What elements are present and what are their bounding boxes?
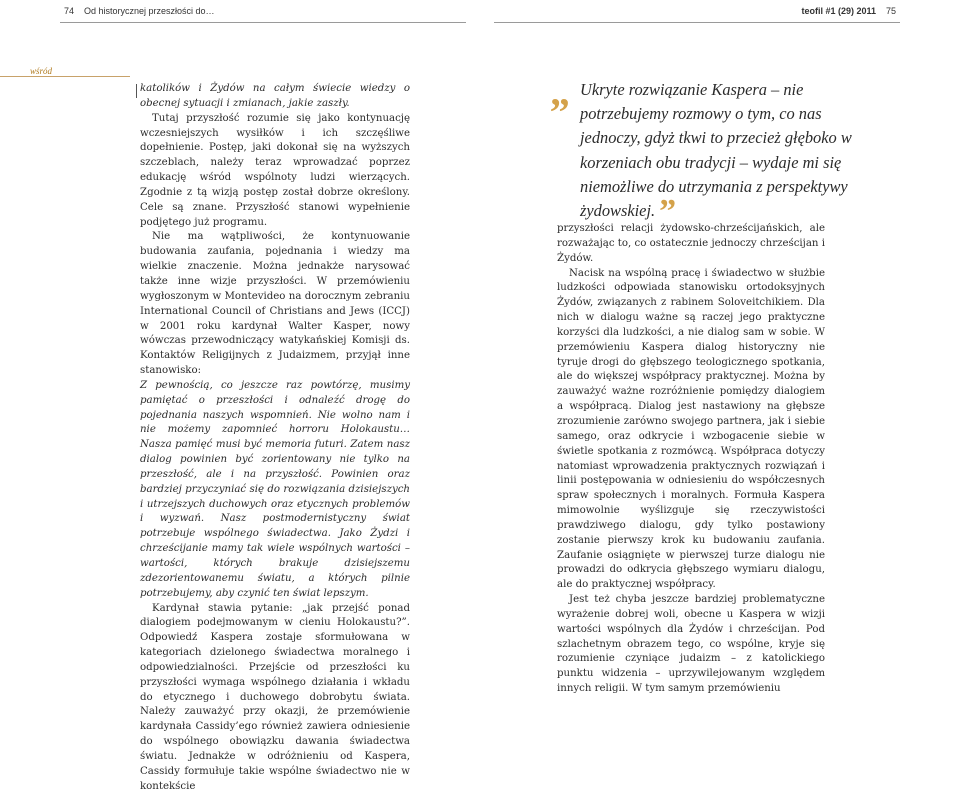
left-paragraph-2: Tutaj przyszłość rozumie się jako kontynuację wczesniejszych wysiłków i ich szczęśliwe dopełnienie. Postęp, jaki dokonał się na wyższych szczeblach, należy teraz wprowadzać poprzez edukację wśród wspólnoty ludzi wierzących. Zgodnie z tą wizją postęp został dobrze określony. Cele są znane. Przyszłość stanowi wypełnienie podjętego już programu.	[140, 112, 410, 228]
left-page-number: 74	[64, 6, 75, 16]
left-paragraph-4: Kardynał stawia pytanie: „jak przejść ponad dialogiem podejmowanym w cieniu Holokaustu?”. Odpowiedź Kaspera zostaje sformułowana w kategoriach dzielonego świadectwa moralnego i odpowiedzialności. Przejście od przeszłości ku przyszłości wymaga wspólnego działania i wkładu do etycznego i duchowego dobrobytu świata. Należy zauważyć przy okazji, że przemówienie kardynała Cassidy’ego również zawiera odniesienie do wspólnego obowiązku dawania świadectwa światu. Jednakże w odróżnieniu od Kaspera, Cassidy formułuje takie wspólne świadectwo nie w kontekście	[140, 602, 410, 792]
pull-quote	[580, 78, 880, 231]
running-header	[0, 0, 960, 24]
journal-name: teofil #1 (29) 2011	[801, 6, 876, 16]
left-paragraph-3: Nie ma wątpliwości, że kontynuowanie budowania zaufania, pojednania i wiedzy ma wielkie znaczenie. Można jednakże narysować także inne wizje przyszłości. W przemówieniu wygłoszonym w Montevideo na dorocznym zebraniu International Council of Christians and Jews (ICCJ) w 2001 roku kardynał Walter Kasper, nowy wówczas przewodniczący watykańskiej Komisji ds. Kontaktów Religijnych z Judaizmem, przyjął inne stanowisko:	[140, 231, 410, 377]
header-rule-left	[60, 22, 466, 23]
right-paragraph-3: Jest też chyba jeszcze bardziej problematyczne wyrażenie dobrej woli, obecne u Kaspera w wizji wartości wspólnych dla Żydów i chrześcijan. Pod szlachetnym obrazem tego, co wspólne, kryje się rozumienie czyniące judaizm – z katolickiego punktu widzenia – uprzywilejowanym względem innych religii. W tym samym przemówieniu	[557, 594, 825, 695]
pull-quote-open-mark: „	[550, 69, 570, 114]
right-paragraph-2: Nacisk na wspólną pracę i świadectwo w służbie ludzkości odpowiada stanowisku ortodoksyjnych Żydów, związanych z rabinem Soloveitchikiem. Dla nich w dialogu ważne są raczej jego praktyczne korzyści dla ludzkości, a nie dialog sam w sobie. W przemówieniu Kaspera dialog historyczny nie tyruje drogi do głębszego teologicznego spotkania, ale do większej współpracy praktycznej. Można by zauważyć ważne rozróżnienie pomiędzy dialogiem a współpracą. Dialog jest nastawiony na głębsze zrozumienie zarówno swojego partnera, jak i siebie samego, oraz odkrycie i wzbogacenie siebie w świetle spotkania z rozmówcą. Współpraca dotyczy natomiast wprowadzenia praktycznych rozwiązań i linii postępowania w odniesieniu do współczesnych spraw społecznych i moralnych. Formuła Kaspera mimowolnie wyślizguje się rzeczywistości prawdziwego dialogu, gdy tylko postawiony zostanie pierwszy krok ku budowaniu zaufania. Zaufanie osiągnięte w pierwszej turze dialogu nie prowadzi do odkrycia głębszego wymiaru dialogu, ale do praktycznej współpracy.	[557, 267, 825, 591]
pull-quote-close-mark: ”	[659, 193, 677, 231]
right-column	[557, 222, 825, 697]
pull-quote-text: Ukryte rozwiązanie Kaspera – nie potrzebujemy rozmowy o tym, co nas jednoczy, gdyż tkwi to przecież głęboko w korzeniach obu tradycji – wydaje mi się niemożliwe do utrzymania z perspektywy żydowskiej.	[580, 80, 852, 221]
section-rule	[0, 76, 130, 77]
left-column	[140, 82, 410, 795]
section-label: wśród	[30, 66, 53, 76]
right-page-number: 75	[885, 6, 896, 16]
margin-bar	[136, 84, 137, 98]
right-paragraph-1: przyszłości relacji żydowsko-chrześcijańskich, ale rozważając to, co ostatecznie jednoczy chrześcijan i Żydów.	[557, 223, 825, 264]
left-paragraph-1: katolików i Żydów na całym świecie wiedzy o obecnej sytuacji i zmianach, jakie zaszły.	[140, 83, 410, 109]
header-rule-right	[494, 22, 900, 23]
left-running-title: Od historycznej przeszłości do…	[84, 6, 215, 16]
block-quote: Z pewnością, co jeszcze raz powtórzę, musimy pamiętać o przeszłości i odnaleźć drogę do pojednania naszych wspomnień. Nie wolno nam i nie możemy zapomnieć horroru Holokaustu… Nasza pamięć musi być memoria futuri. Zatem nasz dialog powinien być zorientowany nie tylko na przeszłość, ale i na przyszłość. Powinien oraz bardziej przyczyniać się do rozwiązania dzisiejszych i utrzejszych duchowych oraz etycznych problemów i wyzwań. Nasz postmodernistyczny świat potrzebuje wspólnego świadectwa. Jako Żydzi i chrześcijanie mamy tak wiele wspólnych wartości – wartości, których brakuje dzisiejszemu zdezorientowanemu światu, a których pilnie potrzebujemy, aby czynić ten świat lepszym.	[140, 379, 410, 599]
